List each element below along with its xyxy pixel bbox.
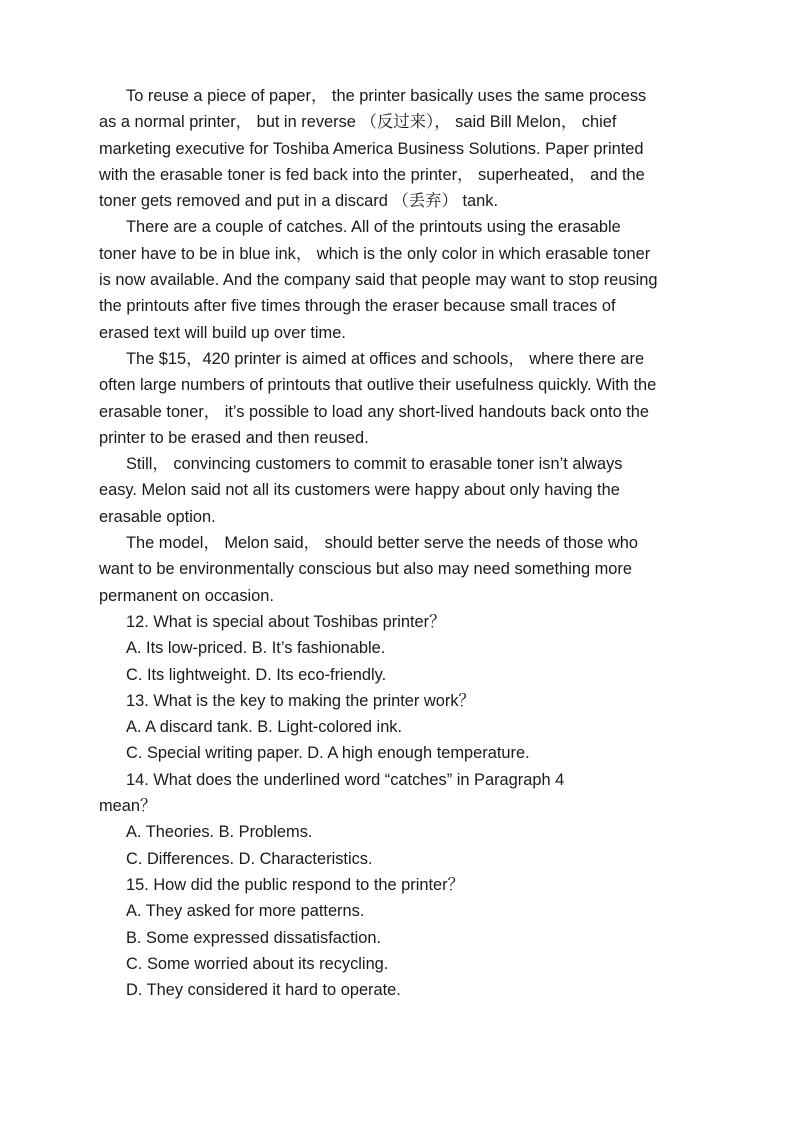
paragraph-line: erasable toner， it’s possible to load any short-lived handouts back onto the	[99, 402, 650, 421]
question-options: A. A discard tank. B. Light-colored ink.	[126, 718, 403, 737]
passage-paragraph-1	[99, 83, 719, 214]
paragraph-line: erased text will build up over time.	[99, 323, 346, 342]
question-options: C. Special writing paper. D. A high enough temperature.	[126, 744, 530, 763]
paragraph-line: marketing executive for Toshiba America Business Solutions. Paper printed	[99, 139, 644, 158]
question-options: C. Its lightweight. D. Its eco-friendly.	[126, 665, 387, 684]
question-stem: 15. How did the public respond to the printer？	[126, 875, 465, 894]
paragraph-line: The model， Melon said， should better serve the needs of those who	[126, 534, 639, 553]
paragraph-line: Still， convincing customers to commit to erasable toner isn’t always	[126, 455, 623, 474]
paragraph-line: There are a couple of catches. All of the printouts using the erasable	[126, 218, 621, 237]
question-options: C. Differences. D. Characteristics.	[126, 849, 373, 868]
paragraph-line: To reuse a piece of paper， the printer basically uses the same process	[126, 87, 647, 105]
question-12	[99, 609, 719, 688]
question-15	[99, 872, 719, 1003]
paragraph-line: is now available. And the company said that people may want to stop reusing	[99, 271, 658, 290]
paragraph-line: The $15，420 printer is aimed at offices and schools， where there are	[126, 349, 645, 368]
paragraph-line: as a normal printer， but in reverse （反过来）， said Bill Melon， chief	[99, 113, 617, 132]
passage-paragraph-4	[99, 451, 719, 530]
paragraph-line: with the erasable toner is fed back into the printer， superheated， and the	[99, 165, 645, 184]
paragraph-line: toner gets removed and put in a discard （丢弃） tank.	[99, 192, 499, 211]
question-14	[99, 767, 719, 872]
question-option-b: B. Some expressed dissatisfaction.	[126, 928, 382, 947]
paragraph-line: toner have to be in blue ink， which is the only color in which erasable toner	[99, 244, 651, 263]
question-options: A. Its low-priced. B. It’s fashionable.	[126, 639, 386, 658]
question-13	[99, 688, 719, 767]
question-stem-continued: mean？	[99, 797, 157, 816]
question-option-c: C. Some worried about its recycling.	[126, 954, 389, 973]
passage-paragraph-5	[99, 530, 719, 609]
question-option-d: D. They considered it hard to operate.	[126, 981, 401, 1000]
paragraph-line: often large numbers of printouts that outlive their usefulness quickly. With the	[99, 376, 657, 395]
paragraph-line: erasable option.	[99, 507, 216, 526]
question-stem: 14. What does the underlined word “catches” in Paragraph 4	[126, 770, 565, 789]
paragraph-line: easy. Melon said not all its customers were happy about only having the	[99, 481, 620, 500]
paragraph-line: printer to be erased and then reused.	[99, 428, 369, 447]
paragraph-line: the printouts after five times through the eraser because small traces of	[99, 297, 616, 316]
question-stem: 13. What is the key to making the printer work？	[126, 691, 475, 710]
document-page	[99, 83, 719, 1003]
question-option-a: A. They asked for more patterns.	[126, 902, 365, 921]
passage-paragraph-3	[99, 346, 719, 451]
paragraph-line: permanent on occasion.	[99, 586, 274, 605]
passage-paragraph-2	[99, 214, 719, 345]
paragraph-line: want to be environmentally conscious but also may need something more	[99, 560, 632, 579]
question-stem: 12. What is special about Toshibas printer？	[126, 612, 446, 631]
question-options: A. Theories. B. Problems.	[126, 823, 313, 842]
